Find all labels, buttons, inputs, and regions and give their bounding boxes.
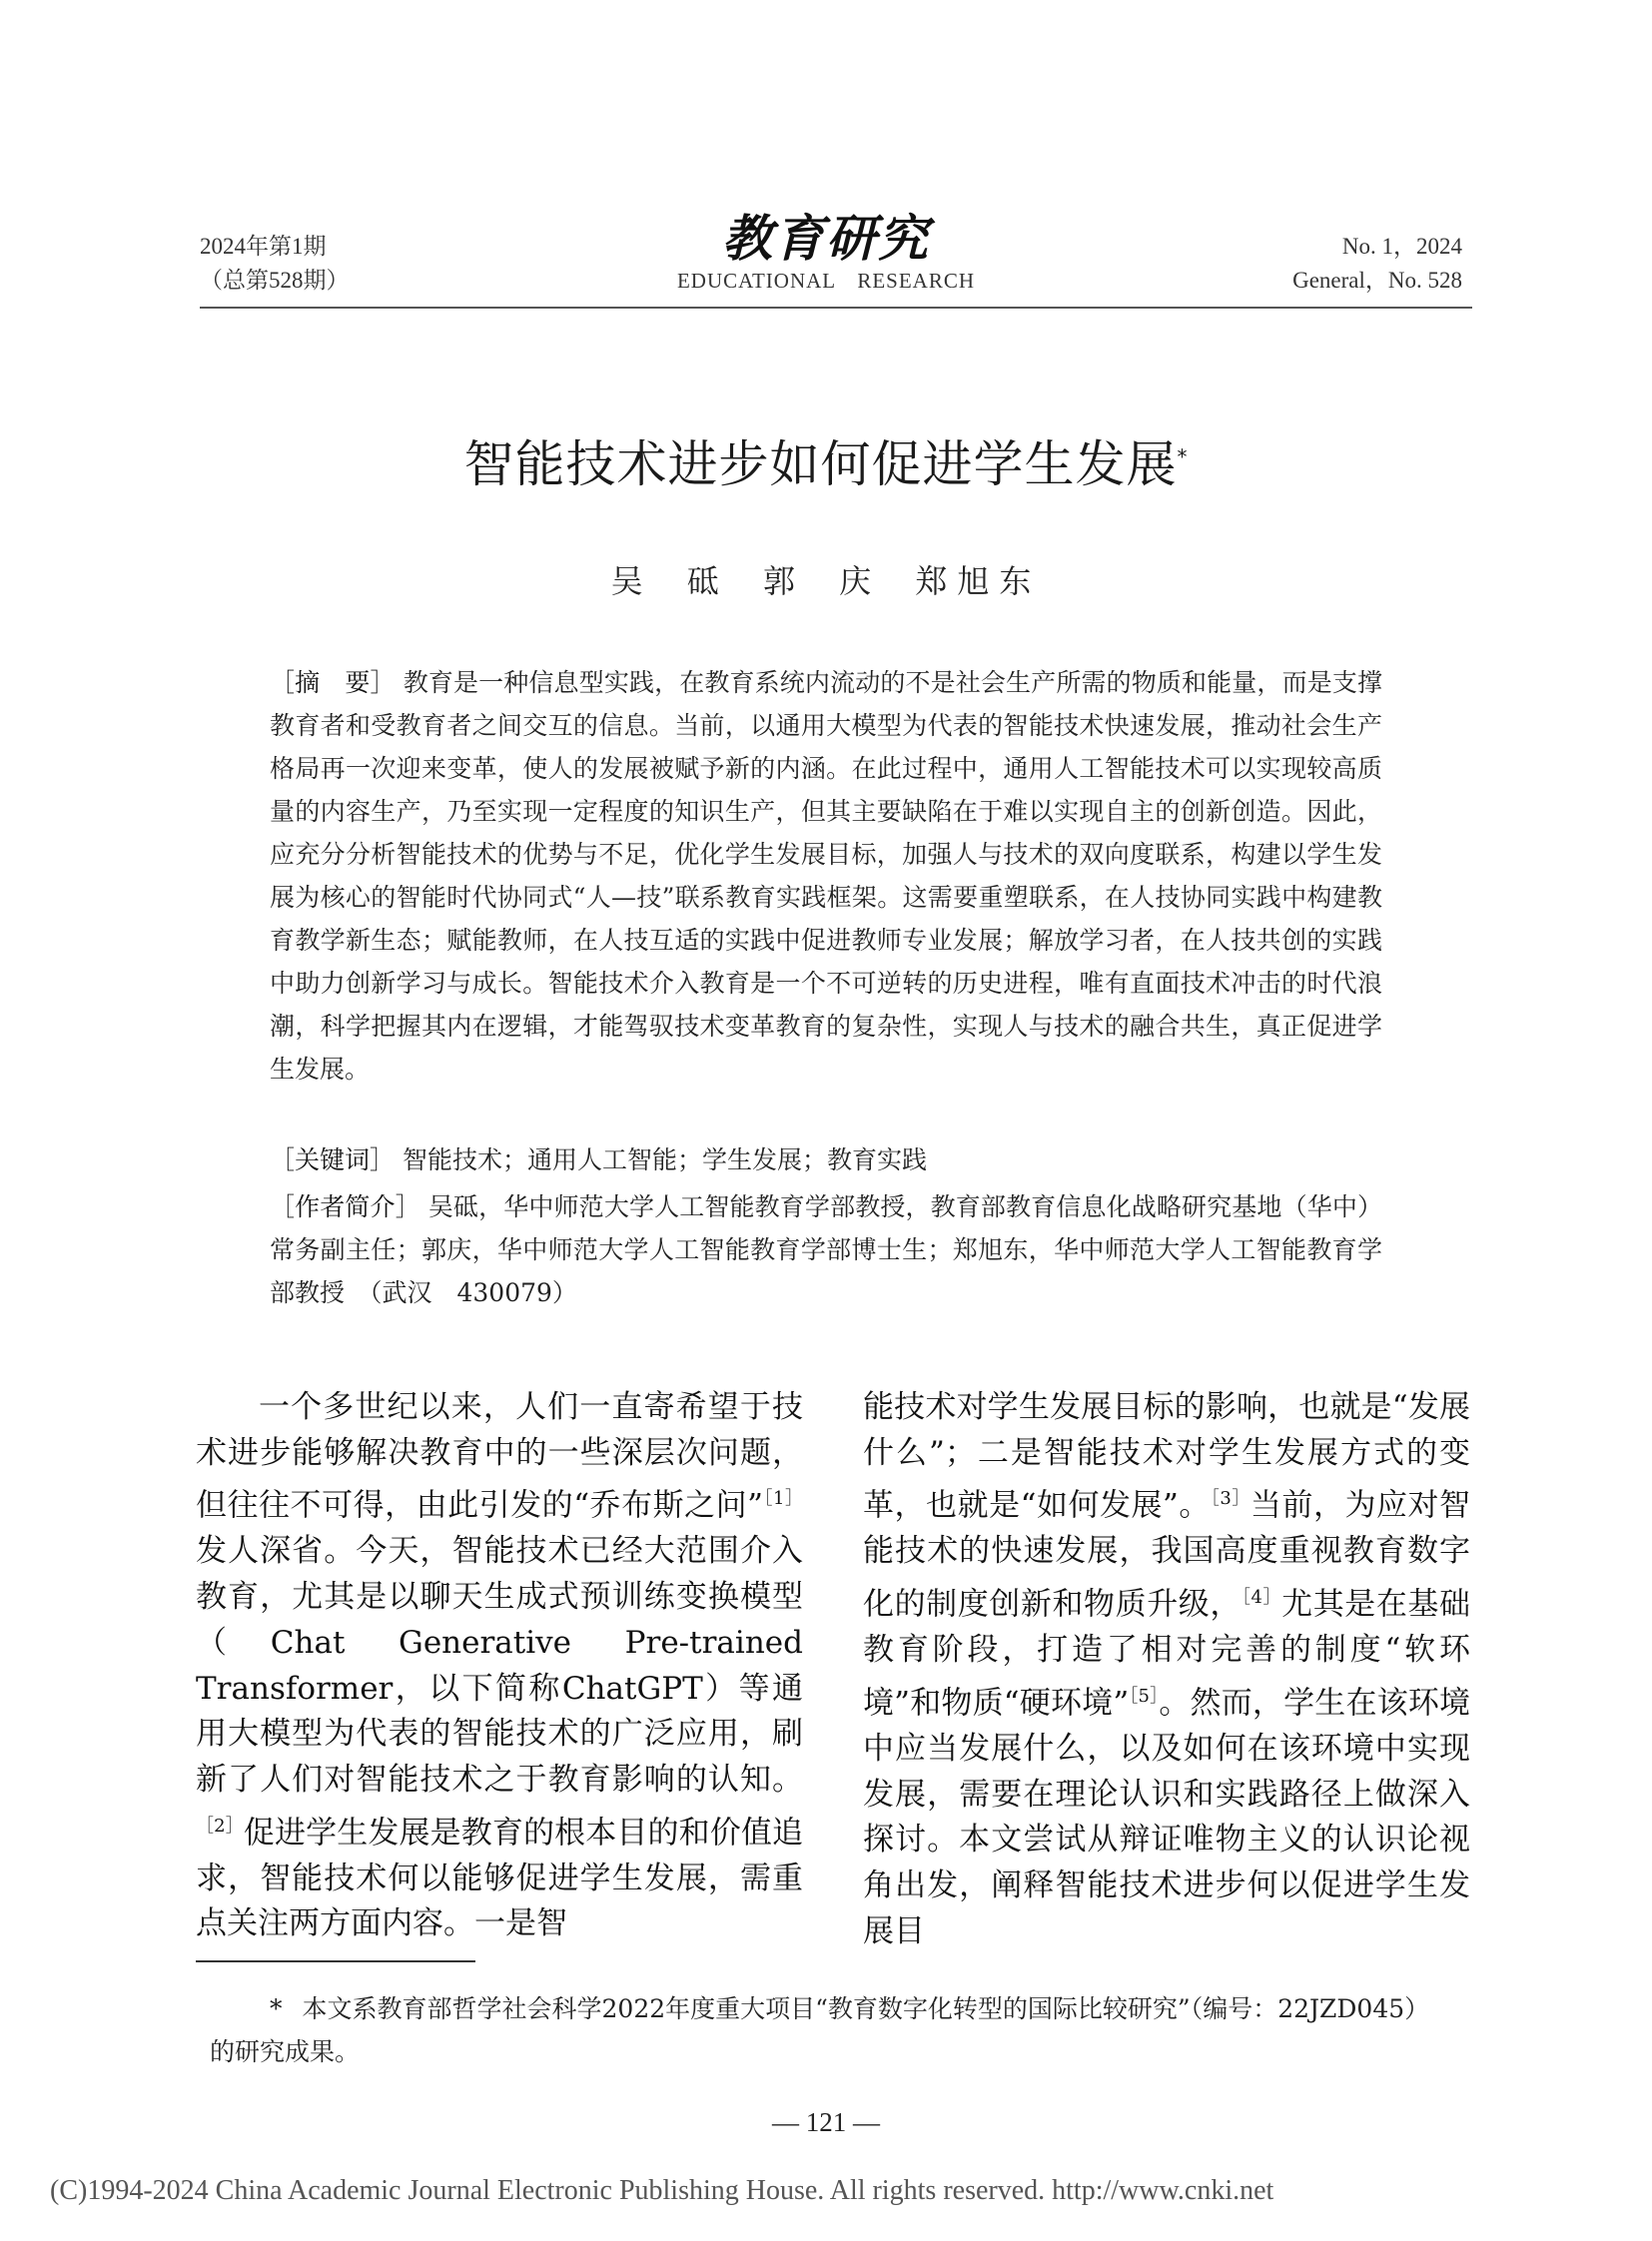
footnote-text: 本文系教育部哲学社会科学2022年度重大项目“教育数字化转型的国际比较研究”（编号：22JZD045）的研究成果。 <box>210 1994 1430 2066</box>
issue-total-en: General，No. 528 <box>1292 268 1462 293</box>
citation-ref: ［2］ <box>196 1815 244 1837</box>
issue-number-cn: 2024年第1期 <box>200 234 327 259</box>
abstract-label: ［摘 要］ <box>270 668 396 697</box>
issue-number-en: No. 1，2024 <box>1341 234 1462 259</box>
citation-ref: ［4］ <box>1240 1587 1282 1609</box>
keywords-label: ［关键词］ <box>270 1145 396 1174</box>
body-column-right <box>863 1385 1470 1954</box>
page-number: — 121 — <box>772 2107 880 2137</box>
body-column-left <box>196 1385 803 1947</box>
article-title <box>0 424 1652 496</box>
body-text: 。然而，学生在该环境中应当发展什么，以及如何在该环境中实现发展，需要在理论认识和实践路径上做深入探讨。本文尝试从辩证唯物主义的认识论视角出发，阐释智能技术进步何以促进学生发展目 <box>863 1685 1471 1949</box>
journal-logo: 教育研究 <box>722 209 930 268</box>
citation-ref: ［1］ <box>763 1488 804 1510</box>
body-text: 一个多世纪以来，人们一直寄希望于技术进步能够解决教育中的一些深层次问题，但往往不可得，由此引发的“乔布斯之问” <box>196 1389 803 1524</box>
copyright-notice: (C)1994-2024 China Academic Journal Electronic Publishing House. All rights reserved. http://www.cnki.net <box>50 2175 1274 2206</box>
citation-ref: ［3］ <box>1210 1488 1250 1510</box>
footnote <box>210 1987 1448 2073</box>
footnote-marker: * <box>270 1994 283 2023</box>
abstract-text: 教育是一种信息型实践，在教育系统内流动的不是社会生产所需的物质和能量，而是支撑教育者和受教育者之间交互的信息。当前，以通用大模型为代表的智能技术快速发展，推动社会生产格局再一次迎来变革，使人的发展被赋予新的内涵。在此过程中，通用人工智能技术可以实现较高质量的内容生产，乃至实现一定程度的知识生产，但其主要缺陷在于难以实现自主的创新创造。因此，应充分分析智能技术的优势与不足，优化学生发展目标，加强人与技术的双向度联系，构建以学生发展为核心的智能时代协同式“人—技”联系教育实践框架。这需要重塑联系，在人技协同实践中构建教育教学新生态；赋能教师，在人技互适的实践中促进教师专业发展；解放学习者，在人技共创的实践中助力创新学习与成长。智能技术介入教育是一个不可逆转的历史进程，唯有直面技术冲击的时代浪潮，科学把握其内在逻辑，才能驾驭技术变革教育的复杂性，实现人与技术的融合共生，真正促进学生发展。 <box>270 668 1382 1084</box>
author-bio <box>270 1185 1382 1314</box>
title-text: 智能技术进步如何促进学生发展 <box>463 435 1178 493</box>
author-bio-label: ［作者简介］ <box>270 1192 420 1221</box>
keywords <box>270 1138 1382 1181</box>
journal-name-en: EDUCATIONAL RESEARCH <box>676 269 976 293</box>
body-text: 当前，为应对智能技术的快速发展，我国高度重视教育数字化的制度创新和物质升级， <box>863 1487 1471 1623</box>
abstract <box>270 661 1382 1091</box>
citation-ref: ［5］ <box>1129 1685 1160 1707</box>
body-text: 促进学生发展是教育的根本目的和价值追求，智能技术何以能够促进学生发展，需重点关注两方面内容。一是智 <box>196 1814 804 1942</box>
body-text: 尤其是在基础教育阶段，打造了相对完善的制度“软环境”和物质“硬环境” <box>863 1586 1471 1722</box>
keywords-text: 智能技术；通用人工智能；学生发展；教育实践 <box>403 1145 928 1174</box>
author-bio-text: 吴砥，华中师范大学人工智能教育学部教授，教育部教育信息化战略研究基地（华中）常务副主任；郭庆，华中师范大学人工智能教育学部博士生；郑旭东，华中师范大学人工智能教育学部教授 （武汉 430079） <box>270 1192 1382 1307</box>
body-text: 能技术对学生发展目标的影响，也就是“发展什么”；二是智能技术对学生发展方式的变革，也就是“如何发展”。 <box>863 1389 1470 1524</box>
issue-info-en <box>1292 230 1462 298</box>
issue-total-cn: （总第528期） <box>200 268 350 293</box>
title-footnote-mark: * <box>1177 444 1189 469</box>
author-names: 吴 砥 郭 庆 郑旭东 <box>610 562 1042 600</box>
footnote-rule <box>196 1960 475 1962</box>
body-text: 发人深省。今天，智能技术已经大范围介入教育，尤其是以聊天生成式预训练变换模型（Chat Generative Pre-trained Transformer，以下简称ChatGPT）等通用大模型为代表的智能技术的广泛应用，刷新了人们对智能技术之于教育影响的认知。 <box>196 1533 803 1798</box>
header-rule <box>200 307 1472 309</box>
